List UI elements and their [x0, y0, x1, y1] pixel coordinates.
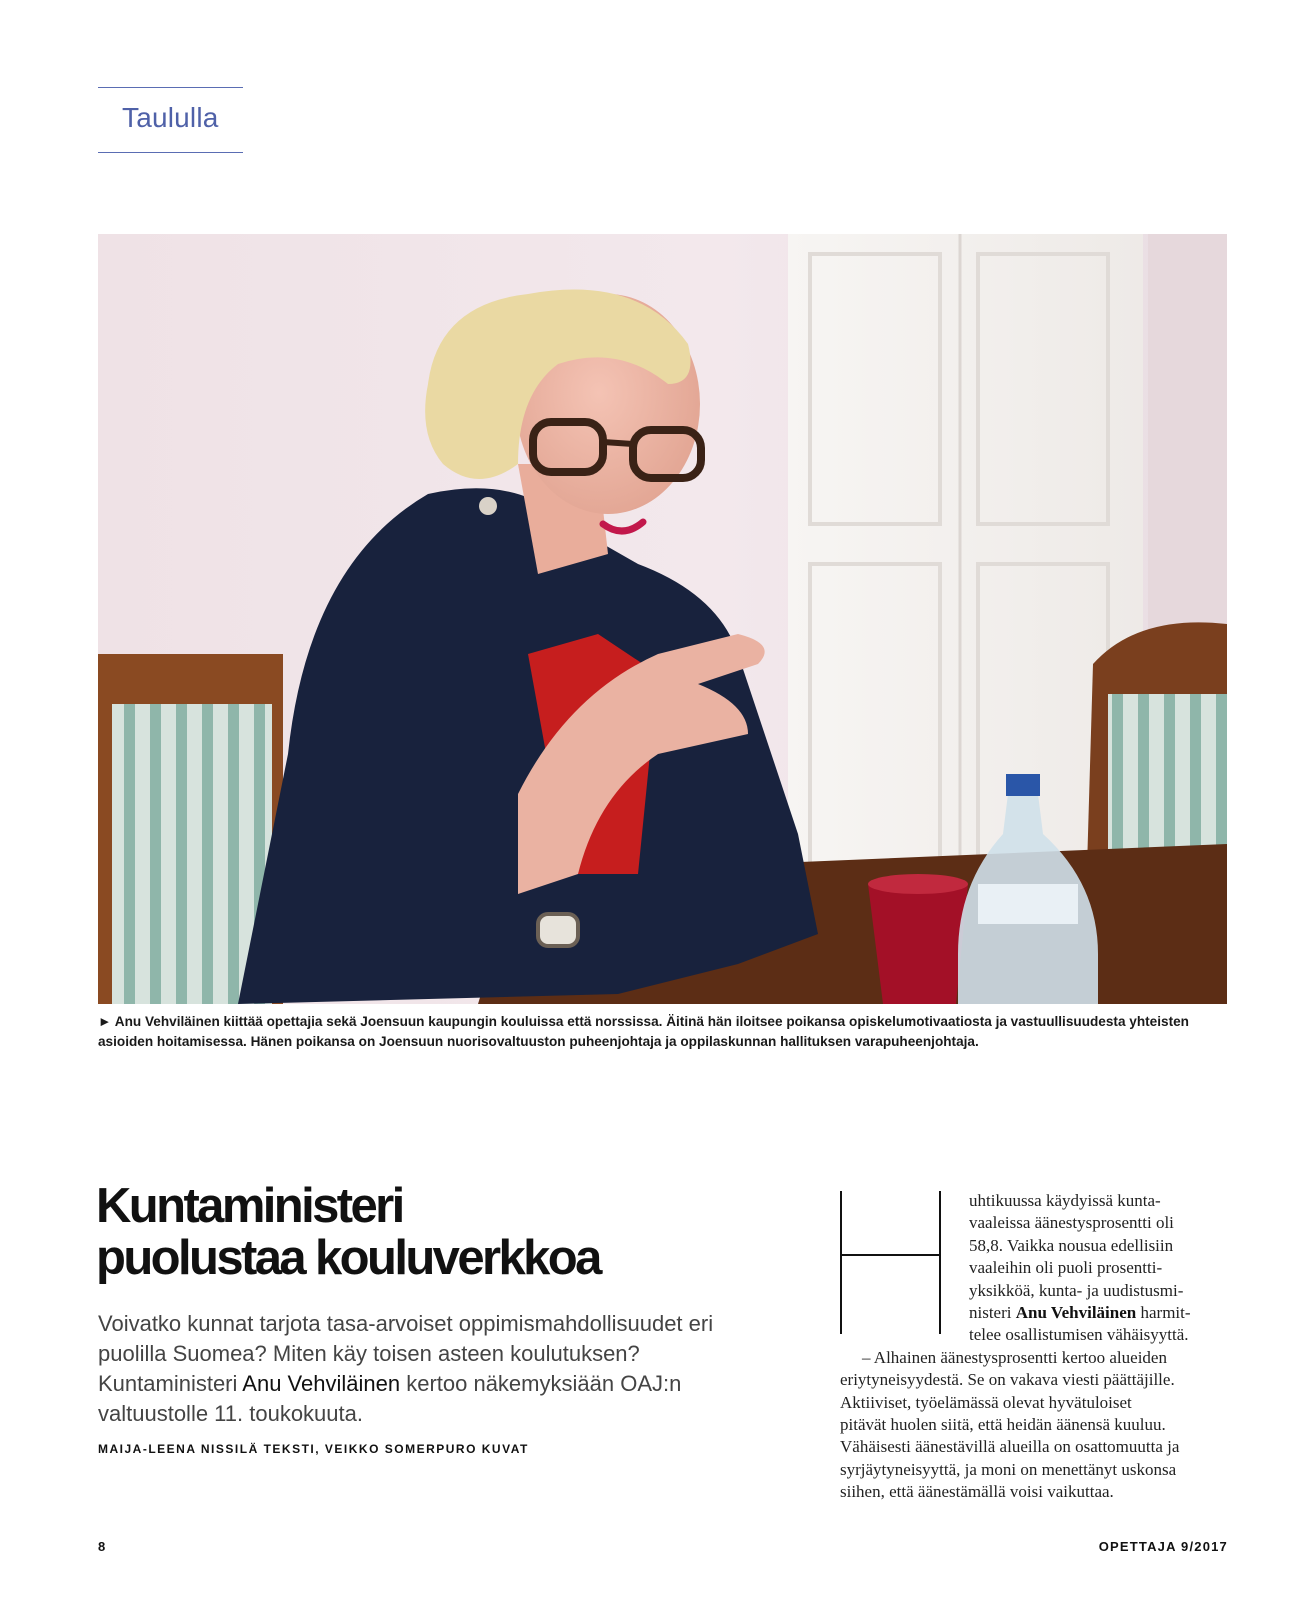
- article-body: [840, 1190, 1228, 1504]
- body-line: uhtikuussa käydyissä kunta-: [969, 1191, 1161, 1210]
- byline: MAIJA-LEENA NISSILÄ TEKSTI, VEIKKO SOMERPURO KUVAT: [98, 1442, 529, 1456]
- page-number: 8: [98, 1539, 106, 1554]
- body-line: Aktiiviset, työelämässä olevat hyvätuloiset: [840, 1392, 1132, 1412]
- lead-paragraph: [98, 1309, 738, 1429]
- caption-marker: ►: [98, 1014, 112, 1029]
- body-line: Vähäisesti äänestävillä alueilla on osattomuutta ja: [840, 1437, 1180, 1457]
- caption-text: Anu Vehviläinen kiittää opettajia sekä Joensuun kaupungin kouluissa että norssissa. Äitinä hän iloitsee poikansa opiskelumotivaatiosta ja vastuullisuudesta yhteisten asioiden hoitamisessa. Hänen poikansa on Joensuun nuorisovaltuuston puheenjohtaja ja oppilaskunnan hallituksen varapuheenjohtaja.: [98, 1014, 1189, 1049]
- body-text: harmit-: [1136, 1303, 1191, 1323]
- body-name: Anu Vehviläinen: [1015, 1303, 1137, 1323]
- body-line: telee osallistumisen vähäisyyttä.: [969, 1325, 1189, 1345]
- lead-text-2: kertoo näkemyksiään OAJ:n valtuustolle 11. toukokuuta.: [98, 1371, 682, 1426]
- body-line: vaaleissa äänestysprosentti oli: [969, 1213, 1174, 1233]
- section-tag: [98, 87, 243, 153]
- lead-text-1: Voivatko kunnat tarjota tasa-arvoiset oppimismahdollisuudet eri puolilla Suomea? Miten käy toisen asteen koulutuksen? Kuntaministeri: [98, 1311, 714, 1396]
- body-line: yksikköä, kunta- ja uudistusmi-: [969, 1280, 1184, 1300]
- article-photo: [98, 234, 1227, 1004]
- body-line: syrjäytyneisyyttä, ja moni on menettänyt uskonsa: [840, 1459, 1177, 1479]
- body-line: [840, 1302, 1228, 1324]
- body-line: 58,8. Vaikka nousua edellisiin: [969, 1235, 1174, 1255]
- photo-caption: [98, 1012, 1230, 1052]
- body-line: – Alhainen äänestysprosentti kertoo alueiden: [862, 1347, 1167, 1367]
- body-text: nisteri: [969, 1303, 1016, 1323]
- body-line: siihen, että äänestämällä voisi vaikuttaa.: [840, 1482, 1114, 1502]
- body-line: vaaleihin oli puoli prosentti-: [969, 1258, 1163, 1278]
- lead-name: Anu Vehviläinen: [242, 1371, 401, 1396]
- headline-line-2: puolustaa kouluverkkoa: [96, 1231, 600, 1285]
- publication-name: OPETTAJA 9/2017: [1098, 1539, 1228, 1554]
- headline-line-1: Kuntaministeri: [96, 1179, 403, 1233]
- body-line: pitävät huolen siitä, että heidän äänensä kuuluu.: [840, 1415, 1166, 1435]
- section-label: Taululla: [122, 102, 219, 133]
- body-line: eriytyneisyydestä. Se on vakava viesti päättäjille.: [840, 1370, 1175, 1390]
- portrait-photo-illustration: [98, 234, 1227, 1004]
- headline: [96, 1180, 796, 1284]
